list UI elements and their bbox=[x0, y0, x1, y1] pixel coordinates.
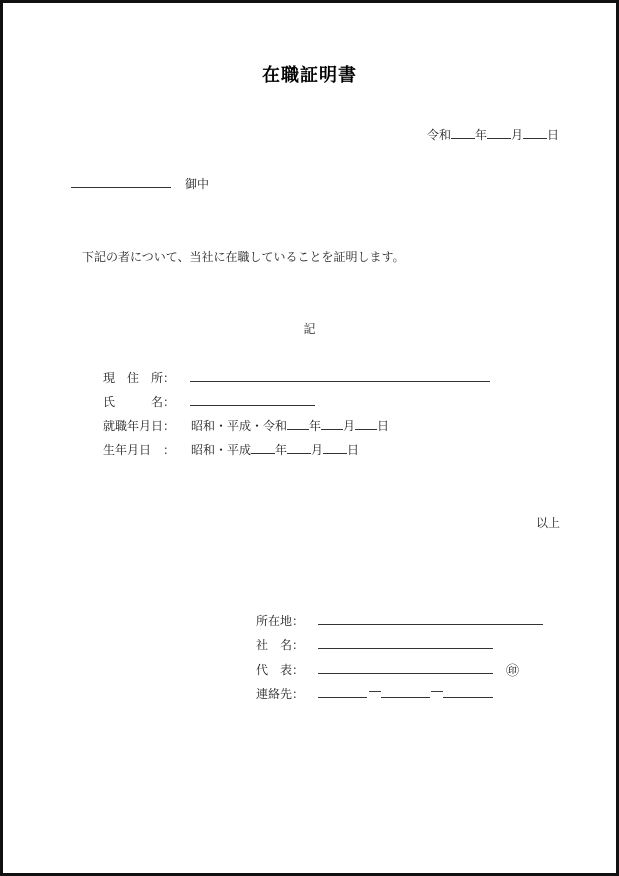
hire-era-options: 昭和・平成・令和 bbox=[191, 419, 288, 433]
ki-heading: 記 bbox=[303, 322, 316, 336]
representative-blank[interactable] bbox=[318, 673, 493, 674]
location-blank[interactable] bbox=[318, 624, 543, 625]
hire-year-blank[interactable] bbox=[287, 418, 309, 430]
name-blank[interactable] bbox=[190, 405, 315, 406]
ijo-closing: 以上 bbox=[536, 516, 561, 530]
hire-year-label: 年 bbox=[309, 419, 322, 433]
date-year-label: 年 bbox=[475, 128, 488, 142]
birth-year-label: 年 bbox=[275, 443, 288, 457]
hire-date-label: 就職年月日： bbox=[103, 419, 176, 433]
date-day-label: 日 bbox=[547, 128, 560, 142]
addressee-blank[interactable] bbox=[71, 187, 171, 188]
hire-month-label: 月 bbox=[343, 419, 356, 433]
date-day-blank[interactable] bbox=[523, 127, 547, 139]
birth-month-blank[interactable] bbox=[287, 442, 311, 454]
location-label: 所在地： bbox=[256, 614, 305, 628]
date-month-label: 月 bbox=[511, 128, 524, 142]
birth-date-label: 生年月日 ： bbox=[103, 443, 176, 457]
hire-date-value bbox=[191, 417, 389, 434]
birth-date-value bbox=[191, 441, 359, 458]
name-label: 氏 名： bbox=[103, 395, 176, 409]
address-label: 現 住 所： bbox=[103, 371, 176, 385]
contact-label: 連絡先： bbox=[256, 687, 305, 701]
contact-blank-1[interactable] bbox=[318, 697, 367, 698]
contact-blank-2[interactable] bbox=[381, 697, 430, 698]
contact-blank-3[interactable] bbox=[443, 697, 493, 698]
seal-icon: ㊞ bbox=[506, 664, 520, 679]
issue-date bbox=[427, 126, 559, 143]
address-blank[interactable] bbox=[190, 381, 490, 382]
birth-year-blank[interactable] bbox=[251, 442, 275, 454]
birth-day-label: 日 bbox=[347, 443, 360, 457]
company-name-blank[interactable] bbox=[318, 648, 493, 649]
date-year-blank[interactable] bbox=[451, 127, 475, 139]
addressee-honorific: 御中 bbox=[185, 177, 210, 191]
representative-label: 代 表： bbox=[256, 663, 305, 677]
date-month-blank[interactable] bbox=[487, 127, 511, 139]
birth-month-label: 月 bbox=[311, 443, 324, 457]
hire-month-blank[interactable] bbox=[321, 418, 343, 430]
document-title: 在職証明書 bbox=[262, 65, 357, 86]
birth-day-blank[interactable] bbox=[323, 442, 347, 454]
contact-dash-2: ― bbox=[431, 684, 443, 698]
hire-day-label: 日 bbox=[377, 419, 390, 433]
birth-era-options: 昭和・平成 bbox=[191, 443, 252, 457]
hire-day-blank[interactable] bbox=[355, 418, 377, 430]
company-name-label: 社 名： bbox=[256, 638, 305, 652]
certification-statement: 下記の者について、当社に在職していることを証明します。 bbox=[82, 250, 405, 264]
contact-dash-1: ― bbox=[369, 684, 381, 698]
date-era: 令和 bbox=[427, 128, 452, 142]
